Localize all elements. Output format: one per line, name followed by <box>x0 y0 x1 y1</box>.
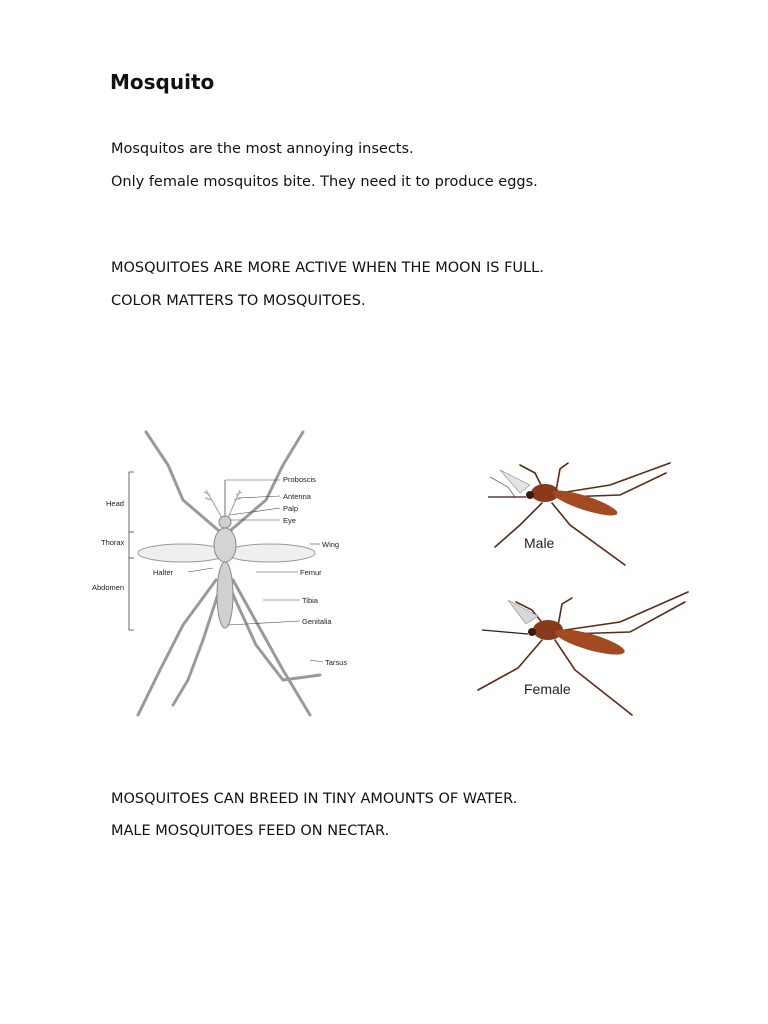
region-label-abdomen: Abdomen <box>92 583 125 592</box>
paragraph-5: MOSQUITOES CAN BREED IN TINY AMOUNTS OF WATER. <box>111 791 518 807</box>
part-label-proboscis: Proboscis <box>283 475 316 484</box>
document-title: Mosquito <box>110 70 215 94</box>
female-label: Female <box>524 681 571 697</box>
region-label-thorax: Thorax <box>101 538 125 547</box>
part-label-femur: Femur <box>300 568 322 577</box>
paragraph-1: Mosquitos are the most annoying insects. <box>111 141 414 157</box>
part-label-wing: Wing <box>322 540 340 549</box>
region-label-head: Head <box>106 499 124 508</box>
part-label-tibia: Tibia <box>302 596 318 605</box>
part-label-palp: Palp <box>283 504 299 513</box>
female-mosquito-illustration <box>460 590 690 720</box>
male-mosquito-illustration <box>460 455 680 570</box>
paragraph-3: MOSQUITOES ARE MORE ACTIVE WHEN THE MOON IS FULL. <box>111 260 544 276</box>
part-label-eye: Eye <box>283 516 296 525</box>
male-label: Male <box>524 535 555 551</box>
part-label-halter: Halter <box>153 568 174 577</box>
part-label-genitalia: Genitalia <box>302 617 332 626</box>
part-label-antenna: Antenna <box>283 492 311 501</box>
paragraph-4: COLOR MATTERS TO MOSQUITOES. <box>111 293 366 309</box>
paragraph-2: Only female mosquitos bite. They need it to produce eggs. <box>111 174 538 190</box>
part-label-tarsus: Tarsus <box>325 658 348 667</box>
paragraph-6: MALE MOSQUITOES FEED ON NECTAR. <box>111 823 390 839</box>
mosquito-anatomy-diagram <box>88 420 378 725</box>
